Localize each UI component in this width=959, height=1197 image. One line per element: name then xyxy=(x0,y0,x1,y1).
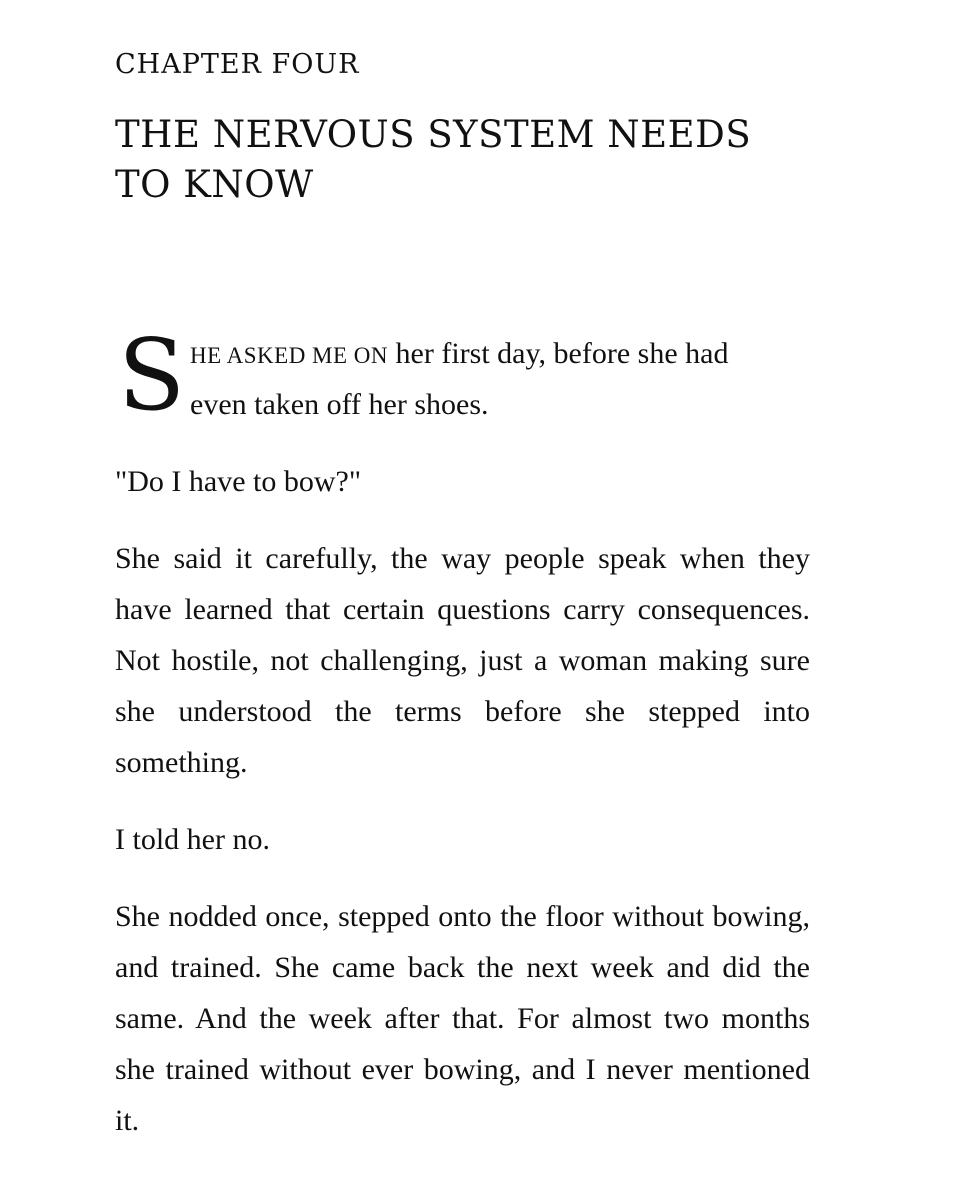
chapter-body xyxy=(115,319,810,1172)
opening-line-1-text: her first day, before she had xyxy=(388,337,729,370)
opening-line-2: even taken off her shoes. xyxy=(190,388,489,421)
chapter-title: THE NERVOUS SYSTEM NEEDS TO KNOW xyxy=(115,113,752,206)
opening-small-caps: HE ASKED ME ON xyxy=(190,343,389,368)
chapter-label: CHAPTER FOUR xyxy=(115,49,360,80)
opening-line-1 xyxy=(190,328,810,381)
paragraph-question: "Do I have to bow?" xyxy=(115,465,362,498)
paragraph-careful: She said it carefully, the way people speak when they have learned that certain questions carry consequences. Not hostile, not challenging, just a woman making sure she understood the terms before she stepped into something. xyxy=(115,542,810,779)
opening-paragraph xyxy=(115,319,810,433)
paragraph-told-no: I told her no. xyxy=(115,823,270,856)
drop-cap: S xyxy=(118,319,186,433)
paragraph-trained: She nodded once, stepped onto the floor without bowing, and trained. She came back the next week and did the same. And the week after that. For almost two months she trained without ever bowing, and I never mentioned it. xyxy=(115,900,810,1137)
